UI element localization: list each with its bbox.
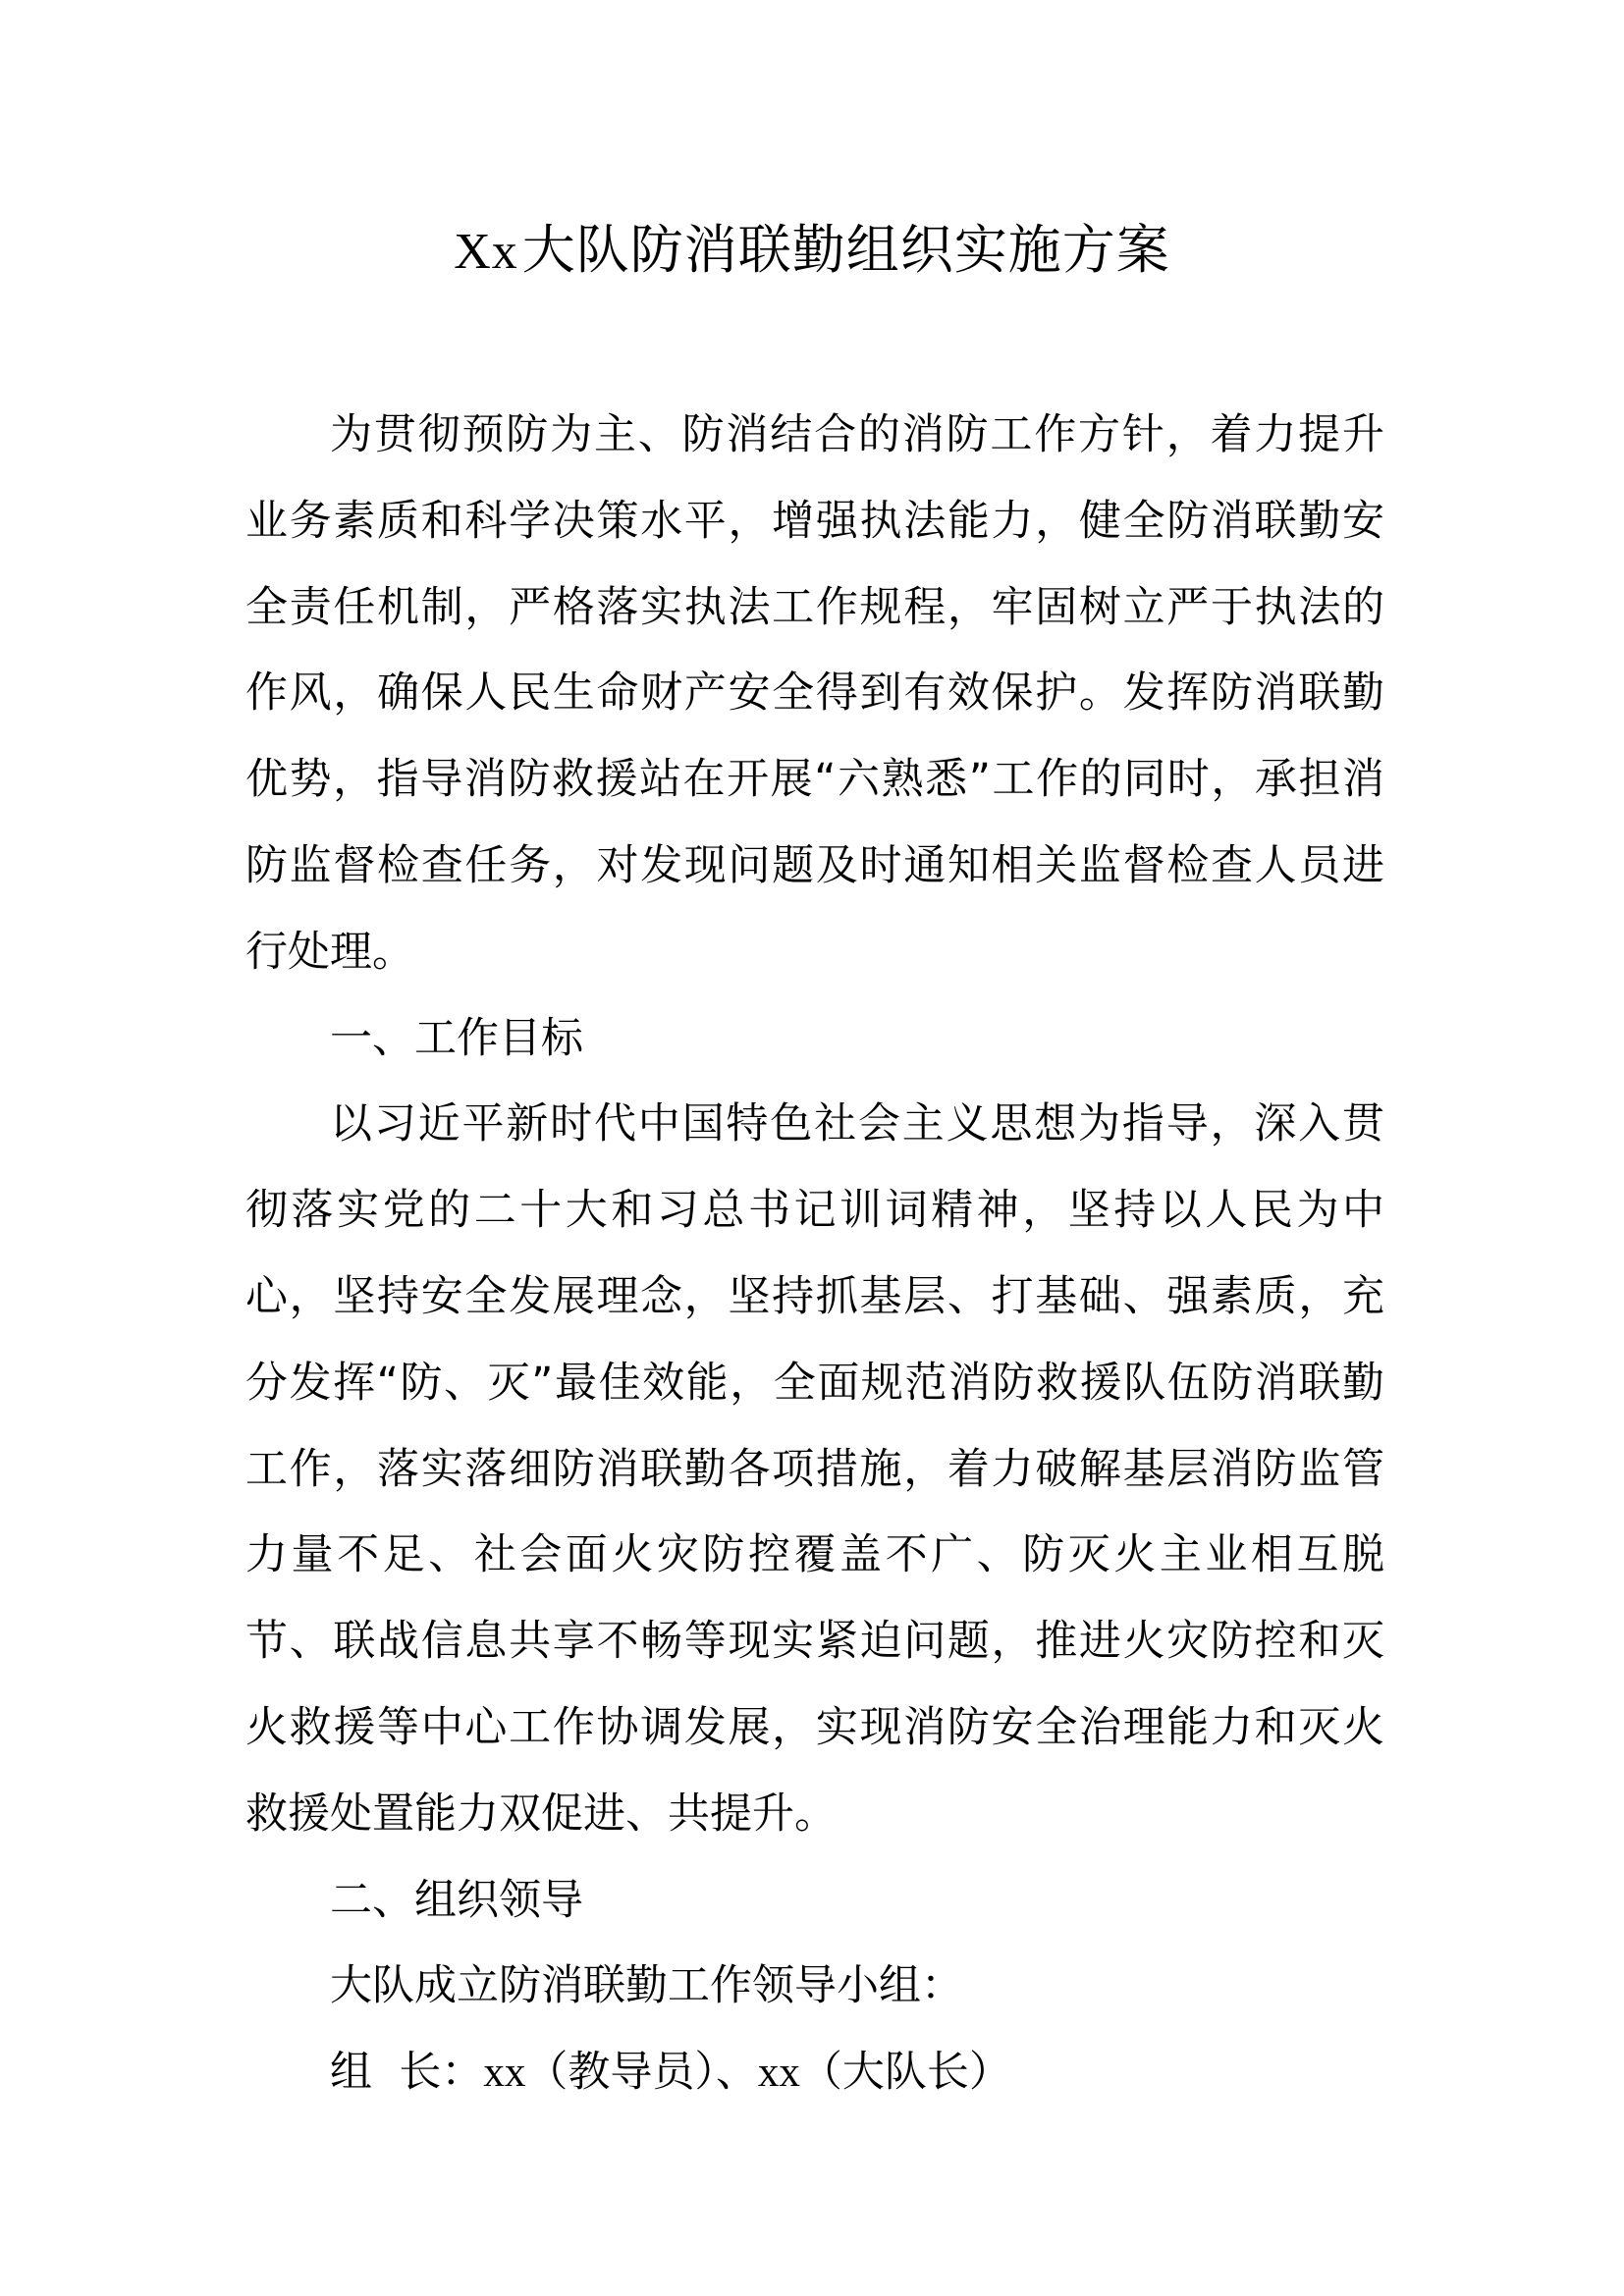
- leader-name-1: xx: [483, 2050, 526, 2097]
- title-text: 大队防消联勤组织实施方案: [521, 219, 1170, 281]
- leader-role-2: （大队长）: [799, 2048, 1011, 2098]
- goals-paragraph: 以习近平新时代中国特色社会主义思想为指导，深入贯彻落实党的二十大和习总书记训词精神，坚持以人民为中心，坚持安全发展理念，坚持抓基层、打基础、强素质，充分发挥“防、灭”最佳效能，全面规范消防救援队伍防消联勤工作，落实落细防消联勤各项措施，着力破解基层消防监管力量不足、社会面火灾防控覆盖不广、防灭火主业相互脱节、联战信息共享不畅等现实紧迫问题，推进火灾防控和灭火救援等中心工作协调发展，实现消防安全治理能力和灭火救援处置能力双促进、共提升。: [245, 1099, 1384, 1839]
- section-heading-goals: 一、工作目标: [330, 1013, 583, 1063]
- leader-role-1: （教导员）、: [525, 2048, 758, 2098]
- intro-paragraph: 为贯彻预防为主、防消结合的消防工作方针，着力提升业务素质和科学决策水平，增强执法能力，健全防消联勤安全责任机制，严格落实执法工作规程，牢固树立严于执法的作风，确保人民生命财产安全得到有效保护。发挥防消联勤优势，指导消防救援站在开展“六熟悉”工作的同时，承担消防监督检查任务，对发现问题及时通知相关监督检查人员进行处理。: [245, 410, 1384, 977]
- organization-intro: 大队成立防消联勤工作领导小组：: [330, 1961, 963, 2011]
- leader-line: [245, 2030, 1384, 2116]
- document-body: [245, 393, 1384, 2116]
- leader-label: 组 长：: [330, 2048, 484, 2098]
- leader-name-2: xx: [757, 2050, 800, 2097]
- title-prefix: Xx: [454, 224, 518, 280]
- section-heading-organization: 二、组织领导: [330, 1875, 583, 1925]
- document-title: [0, 218, 1624, 285]
